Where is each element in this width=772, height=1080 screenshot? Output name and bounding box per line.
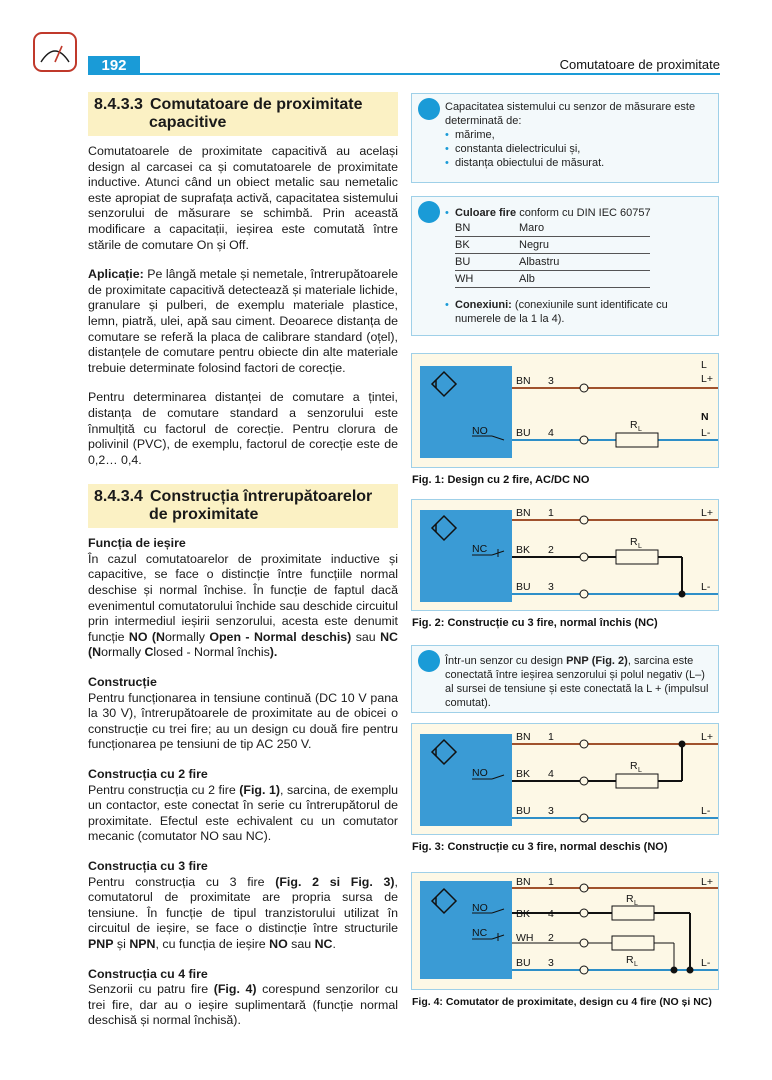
info-box-pnp (411, 645, 719, 713)
subheading: Construcția cu 2 fire (88, 767, 208, 781)
text: Pentru construcția cu 2 fire (88, 782, 240, 797)
switch-label: NO (472, 425, 488, 437)
terminal-label: L- (701, 581, 711, 593)
text: , sarcina este conectată între ieșirea senzorului și polul negativ (L–) al sursei de tensiune și este conectată la L + (impulsul comutat). (445, 655, 709, 709)
subheading: Construcția cu 3 fire (88, 858, 208, 873)
table-cell: Negru (519, 237, 650, 254)
paragraph (88, 875, 398, 953)
wire-number: 1 (548, 507, 554, 519)
wire-label: BU (516, 427, 531, 439)
bold: NC (N (88, 629, 399, 660)
text: Senzorii cu patru fire (88, 982, 214, 997)
table-cell: BN (455, 220, 519, 237)
fig-ref: (Fig. 4) (213, 982, 257, 997)
text: În cazul comutatoarelor de proximitate inductive și capacitive, se face o distincție între funcțiile normal deschise și normal închise. În funcție de faptul dacă evenimentul comutatorului închide sau deschide circuitul prin intermediul ieșirii senzorului, acesta este denumit funcție (88, 551, 398, 644)
table-row (455, 254, 650, 271)
circuit-diagram-2-wire (412, 354, 718, 467)
load-subscript: L (638, 767, 642, 774)
info-dot-icon (418, 201, 440, 223)
wire-number: 2 (548, 932, 554, 944)
load-subscript: L (638, 543, 642, 550)
bold: NO (N (128, 629, 165, 644)
paragraph-application (88, 267, 398, 376)
figure-caption: Fig. 3: Construcție cu 3 fire, normal deschis (NO) (412, 841, 668, 853)
list-item (445, 298, 712, 326)
fig-ref: (Fig. 2) (591, 655, 628, 667)
load-subscript: L (638, 426, 642, 433)
wire-number: 4 (548, 427, 554, 439)
switch-label: NO (472, 902, 488, 914)
wire-label: BK (516, 544, 531, 556)
wire-number: 1 (548, 876, 554, 888)
info-text (445, 646, 718, 714)
subheading: Funcția de ieșire (88, 536, 186, 551)
load-label: R (630, 536, 638, 548)
info-box-wire-colors (411, 196, 719, 336)
terminal-label: L- (701, 427, 711, 439)
bold: O (209, 629, 219, 644)
wire-label: BU (516, 805, 531, 817)
table-row (455, 237, 650, 254)
wire-label: BK (516, 768, 531, 780)
text: sau (287, 936, 315, 951)
list-item: • constanta dielectricului și, (445, 142, 712, 156)
table-row (455, 271, 650, 288)
bold: pen - Normal deschis) (218, 629, 352, 644)
bold: PNP (88, 936, 114, 951)
text: ormally (165, 629, 210, 644)
bold: PNP (566, 655, 589, 667)
wire-label: BU (516, 581, 531, 593)
circuit-diagram-3-wire-no (412, 724, 718, 834)
paragraph: Pentru determinarea distanței de comutare a țintei, distanța de comutare standard a senzorului este înmulțită cu factorul de corecție. Pentru clorura de polivinil (PVC), de exemplu, factorul de corecție este de 0,2… 0,4. (88, 390, 398, 467)
bold: Culoare fire (455, 207, 517, 219)
wire-label: BN (516, 876, 531, 888)
bold: ). (269, 645, 278, 660)
bold: NPN (129, 936, 156, 951)
section-title: Construcția întrerupătoarelor (150, 488, 373, 506)
bold: C (144, 645, 154, 660)
info-dot-icon (418, 98, 440, 120)
paragraph (88, 783, 398, 845)
figure-4 (411, 872, 719, 990)
table-row (455, 220, 650, 237)
text: corespund senzorilor cu trei fire, dar au o ieșire suplimentară (funcție normal deschisă și normal închisă). (88, 982, 398, 1028)
subheading: Construcția cu 4 fire (88, 966, 208, 981)
text: și (113, 936, 130, 951)
wire-label: BN (516, 507, 531, 519)
paragraph: Comutatoarele de proximitate capacitivă au același design al carcasei ca și comutatoarele de proximitate inductive. Atunci când un obiect metalic sau nemetalic este apropiat de suprafața activă, capacitatea sistemului senzorului de măsurare se schimbă. Prin această modificare a capacitații, ieșirea este comutată între stările de comutare On și Off. (88, 144, 398, 252)
bold: NC (314, 936, 333, 951)
wire-label: BU (516, 957, 531, 969)
wire-number: 4 (548, 908, 554, 920)
terminal-label: L- (701, 805, 711, 817)
terminal-label: L- (701, 957, 711, 969)
info-text: Capacitatea sistemului cu senzor de măsurare este determinată de: (445, 101, 696, 127)
wire-color-table (455, 220, 650, 288)
left-column (88, 92, 398, 1029)
figure-2 (411, 499, 719, 611)
fig-ref: (Fig. 1) (239, 782, 280, 797)
section-heading-construction (88, 484, 398, 528)
switch-label: NC (472, 927, 488, 939)
load-label: R (630, 760, 638, 772)
figure-caption: Fig. 1: Design cu 2 fire, AC/DC NO (412, 474, 590, 486)
table-cell: WH (455, 271, 519, 288)
list-item: • distanța obiectului de măsurat. (445, 156, 712, 170)
wire-label: BK (516, 908, 531, 920)
table-cell: BU (455, 254, 519, 271)
text: sau (351, 629, 381, 644)
circuit-diagram-4-wire (412, 873, 718, 989)
bold: NO (269, 936, 288, 951)
wire-number: 3 (548, 957, 554, 969)
wire-label: WH (516, 932, 534, 944)
running-title: Comutatoare de proximitate (559, 57, 720, 72)
paragraph: Pentru funcționarea in tensiune continuă (DC 10 V pana la 30 V), întrerupătoarele de proximitate au de obicei o construcție cu trei fire; au un design cu două fire pentru funcționarea pe tensiuni de tip AC 250 V. (88, 690, 398, 752)
terminal-label: L (701, 359, 707, 371)
table-cell: Albastru (519, 254, 650, 271)
paragraph-output (88, 552, 398, 661)
wire-label: BN (516, 731, 531, 743)
terminal-label: L+ (701, 373, 713, 385)
load-label: R (630, 419, 638, 431)
list-item: • mărime, (445, 128, 712, 142)
text: . (332, 936, 336, 951)
wire-number: 3 (548, 581, 554, 593)
section-number: 8.4.3.3 (94, 96, 143, 113)
wire-number: 3 (548, 375, 554, 387)
terminal-label: L+ (701, 731, 713, 743)
inline-label: Aplicație: (88, 267, 144, 282)
figure-caption: Fig. 4: Comutator de proximitate, design cu 4 fire (NO și NC) (412, 996, 712, 1008)
load-label: R (626, 954, 634, 966)
page-number: 192 (88, 56, 140, 75)
section-title-line2: de proximitate (149, 506, 259, 524)
section-heading-capacitive (88, 92, 398, 136)
figure-caption: Fig. 2: Construcție cu 3 fire, normal închis (NC) (412, 617, 658, 629)
paragraph-text: Pe lângă metale și nemetale, întrerupătoarele de proximitate capacitivă detectează și materiale lichide, granulare și pulberi, de exemplu materiale plastice, lemn, piatră, ulei, apă sau ciment. Deoarece distanța de comutare se referă la placa de calibrare standard (oțel), distanțele de comutare pentru obiecte din alte materiale trebuie determinate folosind factori de corecție. (88, 267, 398, 375)
text: ormally (101, 645, 145, 660)
list-item (445, 206, 712, 220)
section-title-line2: capacitive (149, 114, 227, 131)
terminal-label: L+ (701, 876, 713, 888)
gauge-icon (35, 34, 75, 70)
info-box-capacitance (411, 93, 719, 183)
switch-label: NO (472, 767, 488, 779)
terminal-label: N (701, 411, 709, 423)
terminal-label: L+ (701, 507, 713, 519)
load-subscript: L (634, 961, 638, 968)
paragraph (88, 982, 398, 1029)
wire-number: 2 (548, 544, 554, 556)
wire-number: 1 (548, 731, 554, 743)
table-cell: Alb (519, 271, 650, 288)
circuit-diagram-3-wire-nc (412, 500, 718, 610)
table-cell: BK (455, 237, 519, 254)
switch-label: NC (472, 543, 488, 555)
text: conform cu DIN IEC 60757 (516, 207, 651, 219)
figure-3 (411, 723, 719, 835)
table-cell: Maro (519, 220, 650, 237)
info-dot-icon (418, 650, 440, 672)
wire-number: 4 (548, 768, 554, 780)
wire-label: BN (516, 375, 531, 387)
subheading: Construcție (88, 675, 157, 690)
text: losed - Normal închis (153, 645, 270, 660)
text: Într-un senzor cu design (445, 655, 567, 667)
publisher-logo (33, 32, 77, 72)
text: , sarcina, de exemplu un contactor, este conectat în serie cu întrerupătorul de proximitate. Efectul este echivalent cu un comutator mecanic (comutator NO sau NC). (88, 782, 399, 844)
section-number: 8.4.3.4 (94, 488, 143, 506)
text: , comutatorul de proximitate are propria sursa de tensiune. În funcție de tipul tranzistorului utilizat în circuitul de ieșire, se face o distincție între structurile (88, 874, 398, 936)
text: , cu funcția de ieșire (155, 936, 270, 951)
text: Pentru construcția cu 3 fire (88, 874, 276, 889)
load-label: R (626, 893, 634, 905)
figure-1 (411, 353, 719, 468)
wire-number: 3 (548, 805, 554, 817)
text: (conexiunile sunt identificate cu numerele de la 1 la 4). (455, 299, 668, 325)
fig-ref: (Fig. 2 si Fig. 3) (275, 874, 395, 889)
section-title: Comutatoare de proximitate (150, 96, 363, 113)
bold: Conexiuni: (455, 299, 512, 311)
load-subscript: L (634, 900, 638, 907)
